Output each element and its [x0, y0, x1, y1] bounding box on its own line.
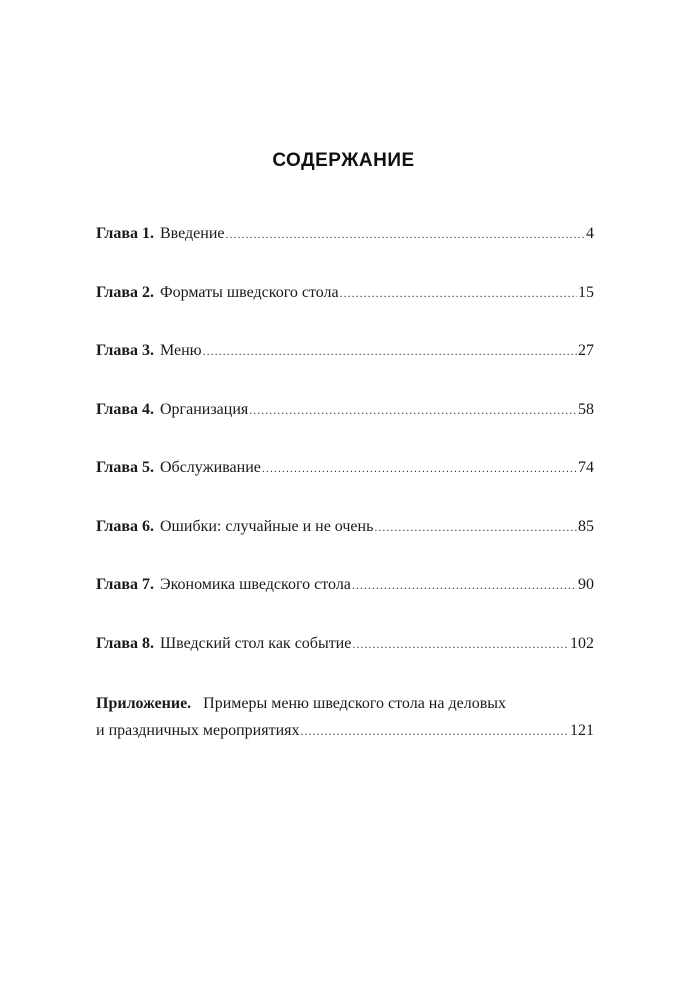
page-number: 27	[578, 342, 594, 359]
chapter-number: Глава 7.	[96, 576, 154, 593]
appendix-second-line	[96, 722, 594, 746]
chapter-number: Глава 5.	[96, 459, 154, 476]
page-number: 102	[570, 634, 594, 652]
appendix-title-line2: и праздничных мероприятиях	[96, 722, 300, 739]
chapter-number: Глава 2.	[96, 283, 154, 301]
chapter-title: Введение	[160, 225, 225, 242]
chapter-title: Шведский стол как событие	[160, 634, 352, 652]
chapter-number: Глава 8.	[96, 634, 154, 652]
dot-leader	[249, 403, 577, 418]
dot-leader	[203, 344, 577, 359]
table-of-contents	[96, 225, 594, 693]
dot-leader	[340, 286, 577, 301]
chapter-number: Глава 4.	[96, 400, 154, 418]
dot-leader	[352, 578, 577, 593]
chapter-title: Организация	[160, 400, 249, 418]
page-number: 15	[578, 283, 594, 301]
page-title: СОДЕРЖАНИЕ	[272, 150, 415, 171]
toc-entry-4	[96, 401, 594, 425]
dot-leader	[301, 724, 569, 739]
toc-entry-5	[96, 459, 594, 483]
appendix-label: Приложение.	[96, 695, 192, 712]
page-number: 58	[578, 400, 594, 418]
toc-appendix-entry	[96, 695, 594, 746]
toc-entry-1	[96, 225, 594, 249]
dot-leader	[262, 461, 577, 476]
toc-entry-2	[96, 284, 594, 308]
chapter-title: Форматы шведского стола	[160, 283, 339, 301]
toc-entry-7	[96, 576, 594, 600]
chapter-title: Экономика шведского стола	[160, 576, 351, 593]
dot-leader	[226, 227, 586, 242]
dot-leader	[352, 637, 569, 652]
page-number: 85	[578, 517, 594, 535]
toc-entry-8	[96, 635, 594, 659]
chapter-number: Глава 1.	[96, 225, 154, 242]
page-number: 74	[578, 459, 594, 476]
page-number: 90	[578, 576, 594, 593]
chapter-number: Глава 3.	[96, 342, 154, 359]
toc-entry-3	[96, 342, 594, 366]
chapter-title: Обслуживание	[160, 459, 261, 476]
appendix-first-line	[96, 695, 594, 719]
chapter-title: Меню	[160, 342, 202, 359]
chapter-number: Глава 6.	[96, 517, 154, 535]
page-number: 4	[586, 225, 594, 242]
chapter-title: Ошибки: случайные и не очень	[160, 517, 374, 535]
page-number: 121	[570, 722, 594, 739]
appendix-title-line1: Примеры меню шведского стола на деловых	[203, 695, 506, 712]
dot-leader	[374, 520, 577, 535]
toc-entry-6	[96, 518, 594, 542]
